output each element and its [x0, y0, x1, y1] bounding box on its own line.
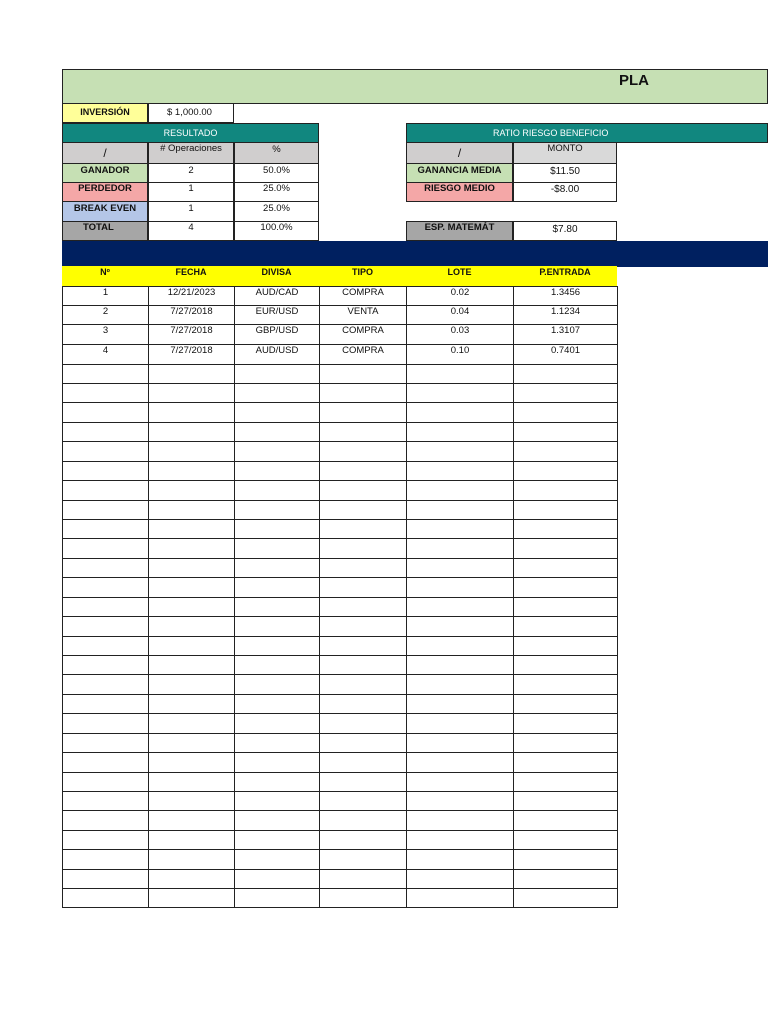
empty-cell[interactable] — [406, 422, 514, 442]
empty-cell[interactable] — [234, 655, 320, 675]
empty-cell[interactable] — [234, 500, 320, 520]
empty-cell[interactable] — [513, 733, 618, 753]
empty-cell[interactable] — [406, 538, 514, 559]
empty-cell[interactable] — [234, 752, 320, 773]
empty-cell[interactable] — [319, 558, 407, 578]
empty-cell[interactable] — [148, 830, 235, 850]
title-bar — [62, 69, 768, 104]
empty-cell[interactable] — [319, 636, 407, 656]
empty-cell[interactable] — [62, 402, 149, 423]
empty-cell[interactable] — [406, 772, 514, 792]
ratio-header: RATIO RIESGO BENEFICIO — [406, 123, 768, 143]
trade-cell[interactable]: EUR/USD — [234, 305, 320, 325]
empty-cell[interactable] — [513, 558, 618, 578]
empty-cell[interactable] — [148, 810, 235, 831]
empty-cell[interactable] — [513, 713, 618, 734]
empty-cell[interactable] — [319, 441, 407, 462]
trade-cell[interactable]: AUD/USD — [234, 344, 320, 365]
empty-cell[interactable] — [406, 364, 514, 384]
empty-cell[interactable] — [148, 500, 235, 520]
empty-cell[interactable] — [234, 733, 320, 753]
empty-cell[interactable] — [62, 849, 149, 870]
empty-cell[interactable] — [319, 383, 407, 403]
empty-cell[interactable] — [406, 597, 514, 617]
empty-cell[interactable] — [62, 888, 149, 908]
empty-cell[interactable] — [406, 519, 514, 539]
total-ops: 4 — [148, 221, 234, 241]
empty-cell[interactable] — [62, 480, 149, 501]
trade-cell[interactable]: 0.10 — [406, 344, 514, 365]
empty-cell[interactable] — [148, 733, 235, 753]
empty-cell[interactable] — [148, 713, 235, 734]
ganador-pct: 50.0% — [234, 163, 319, 183]
empty-cell[interactable] — [406, 655, 514, 675]
total-pct: 100.0% — [234, 221, 319, 241]
empty-cell[interactable] — [148, 441, 235, 462]
empty-cell[interactable] — [513, 538, 618, 559]
empty-cell[interactable] — [513, 830, 618, 850]
empty-cell[interactable] — [234, 810, 320, 831]
empty-cell[interactable] — [406, 558, 514, 578]
empty-cell[interactable] — [406, 869, 514, 889]
empty-cell[interactable] — [62, 383, 149, 403]
trades-header-col-tipo: TIPO — [319, 266, 406, 286]
empty-cell[interactable] — [513, 772, 618, 792]
investment-row-line — [234, 103, 768, 104]
empty-cell[interactable] — [148, 694, 235, 714]
empty-cell[interactable] — [148, 364, 235, 384]
empty-cell[interactable] — [513, 364, 618, 384]
trade-cell[interactable]: 1.3456 — [513, 286, 618, 306]
empty-cell[interactable] — [148, 422, 235, 442]
empty-cell[interactable] — [513, 888, 618, 908]
break-even-label: BREAK EVEN — [62, 201, 148, 222]
empty-cell[interactable] — [513, 674, 618, 695]
empty-cell[interactable] — [148, 655, 235, 675]
empty-cell[interactable] — [513, 441, 618, 462]
trades-header-col-fecha: FECHA — [148, 266, 234, 286]
empty-cell[interactable] — [513, 636, 618, 656]
empty-cell[interactable] — [62, 461, 149, 481]
empty-cell[interactable] — [234, 402, 320, 423]
empty-cell[interactable] — [62, 869, 149, 889]
empty-cell[interactable] — [234, 597, 320, 617]
trade-cell[interactable]: 3 — [62, 324, 149, 345]
empty-cell[interactable] — [319, 500, 407, 520]
empty-cell[interactable] — [406, 694, 514, 714]
trade-cell[interactable]: 7/27/2018 — [148, 324, 235, 345]
total-label: TOTAL — [62, 221, 148, 241]
empty-cell[interactable] — [406, 577, 514, 598]
trade-cell[interactable]: 0.03 — [406, 324, 514, 345]
trade-cell[interactable]: 1.3107 — [513, 324, 618, 345]
empty-cell[interactable] — [319, 480, 407, 501]
empty-cell[interactable] — [234, 558, 320, 578]
empty-cell[interactable] — [513, 597, 618, 617]
empty-cell[interactable] — [148, 772, 235, 792]
empty-cell[interactable] — [234, 422, 320, 442]
empty-cell[interactable] — [234, 636, 320, 656]
empty-cell[interactable] — [148, 636, 235, 656]
empty-cell[interactable] — [148, 519, 235, 539]
ratio-col-slash: / — [406, 142, 513, 164]
empty-cell[interactable] — [406, 383, 514, 403]
empty-cell[interactable] — [148, 849, 235, 870]
empty-cell[interactable] — [319, 791, 407, 811]
empty-cell[interactable] — [406, 402, 514, 423]
empty-cell[interactable] — [319, 655, 407, 675]
trade-cell[interactable]: 2 — [62, 305, 149, 325]
empty-cell[interactable] — [148, 869, 235, 889]
empty-cell[interactable] — [406, 791, 514, 811]
perdedor-label: PERDEDOR — [62, 182, 148, 202]
empty-cell[interactable] — [406, 733, 514, 753]
ganancia-media-value: $11.50 — [513, 163, 617, 183]
trade-cell[interactable]: GBP/USD — [234, 324, 320, 345]
trade-cell[interactable]: 7/27/2018 — [148, 305, 235, 325]
empty-cell[interactable] — [234, 888, 320, 908]
empty-cell[interactable] — [319, 364, 407, 384]
empty-cell[interactable] — [62, 519, 149, 539]
ganancia-media-label: GANANCIA MEDIA — [406, 163, 513, 183]
empty-cell[interactable] — [148, 461, 235, 481]
break-even-pct: 25.0% — [234, 201, 319, 222]
empty-cell[interactable] — [406, 830, 514, 850]
trades-header-col-lote: LOTE — [406, 266, 513, 286]
empty-cell[interactable] — [406, 461, 514, 481]
empty-cell[interactable] — [406, 674, 514, 695]
investment-label: INVERSIÓN — [62, 103, 148, 123]
empty-cell[interactable] — [62, 674, 149, 695]
navy-band — [62, 241, 768, 267]
riesgo-medio-value: -$8.00 — [513, 182, 617, 202]
empty-cell[interactable] — [62, 830, 149, 850]
empty-cell[interactable] — [513, 480, 618, 501]
empty-cell[interactable] — [148, 538, 235, 559]
empty-cell[interactable] — [406, 500, 514, 520]
empty-cell[interactable] — [62, 538, 149, 559]
empty-cell[interactable] — [62, 752, 149, 773]
empty-cell[interactable] — [62, 713, 149, 734]
empty-cell[interactable] — [319, 752, 407, 773]
empty-cell[interactable] — [148, 577, 235, 598]
empty-cell[interactable] — [319, 538, 407, 559]
empty-cell[interactable] — [319, 674, 407, 695]
empty-cell[interactable] — [62, 694, 149, 714]
empty-cell[interactable] — [234, 772, 320, 792]
empty-cell[interactable] — [319, 713, 407, 734]
empty-cell[interactable] — [148, 402, 235, 423]
empty-cell[interactable] — [234, 849, 320, 870]
empty-cell[interactable] — [234, 713, 320, 734]
resultado-col-percent: % — [234, 142, 319, 164]
empty-cell[interactable] — [319, 888, 407, 908]
empty-cell[interactable] — [234, 383, 320, 403]
empty-cell[interactable] — [319, 810, 407, 831]
trades-header-col-num: Nº — [62, 266, 148, 286]
ganador-label: GANADOR — [62, 163, 148, 183]
empty-cell[interactable] — [148, 791, 235, 811]
empty-cell[interactable] — [234, 694, 320, 714]
trade-cell[interactable]: AUD/CAD — [234, 286, 320, 306]
empty-cell[interactable] — [406, 849, 514, 870]
perdedor-pct: 25.0% — [234, 182, 319, 202]
empty-cell[interactable] — [513, 519, 618, 539]
empty-cell[interactable] — [62, 558, 149, 578]
break-even-ops: 1 — [148, 201, 234, 222]
trades-header-col-divisa: DIVISA — [234, 266, 319, 286]
empty-cell[interactable] — [319, 461, 407, 481]
empty-cell[interactable] — [319, 616, 407, 637]
empty-cell[interactable] — [62, 422, 149, 442]
empty-cell[interactable] — [319, 597, 407, 617]
trades-header-col-p-entrada: P.ENTRADA — [513, 266, 617, 286]
empty-cell[interactable] — [319, 733, 407, 753]
trade-cell[interactable]: 0.04 — [406, 305, 514, 325]
empty-cell[interactable] — [319, 694, 407, 714]
empty-cell[interactable] — [148, 597, 235, 617]
empty-cell[interactable] — [513, 616, 618, 637]
empty-cell[interactable] — [62, 597, 149, 617]
empty-cell[interactable] — [319, 577, 407, 598]
empty-cell[interactable] — [62, 791, 149, 811]
ratio-col-monto: MONTO — [513, 142, 617, 164]
empty-cell[interactable] — [319, 422, 407, 442]
riesgo-medio-label: RIESGO MEDIO — [406, 182, 513, 202]
empty-cell[interactable] — [513, 422, 618, 442]
empty-cell[interactable] — [234, 674, 320, 695]
empty-cell[interactable] — [234, 480, 320, 501]
empty-cell[interactable] — [319, 519, 407, 539]
empty-cell[interactable] — [62, 772, 149, 792]
empty-cell[interactable] — [406, 616, 514, 637]
empty-cell[interactable] — [406, 752, 514, 773]
esp-matemat-value: $7.80 — [513, 221, 617, 241]
empty-cell[interactable] — [148, 752, 235, 773]
empty-cell[interactable] — [234, 869, 320, 889]
trade-cell[interactable]: COMPRA — [319, 324, 407, 345]
trade-cell[interactable]: 0.7401 — [513, 344, 618, 365]
empty-cell[interactable] — [513, 694, 618, 714]
empty-cell[interactable] — [234, 577, 320, 598]
trade-cell[interactable]: 1.1234 — [513, 305, 618, 325]
empty-cell[interactable] — [148, 558, 235, 578]
trade-cell[interactable]: COMPRA — [319, 286, 407, 306]
empty-cell[interactable] — [234, 830, 320, 850]
trade-cell[interactable]: 12/21/2023 — [148, 286, 235, 306]
empty-cell[interactable] — [148, 674, 235, 695]
page-title: PLA — [619, 72, 649, 89]
trade-cell[interactable]: 1 — [62, 286, 149, 306]
empty-cell[interactable] — [62, 616, 149, 637]
empty-cell[interactable] — [62, 636, 149, 656]
empty-cell[interactable] — [513, 810, 618, 831]
empty-cell[interactable] — [62, 441, 149, 462]
esp-matemat-label: ESP. MATEMÁT — [406, 221, 513, 241]
empty-cell[interactable] — [234, 441, 320, 462]
empty-cell[interactable] — [406, 888, 514, 908]
empty-cell[interactable] — [319, 849, 407, 870]
empty-cell[interactable] — [406, 713, 514, 734]
empty-cell[interactable] — [513, 849, 618, 870]
empty-cell[interactable] — [148, 616, 235, 637]
empty-cell[interactable] — [513, 500, 618, 520]
empty-cell[interactable] — [406, 480, 514, 501]
trade-cell[interactable]: 0.02 — [406, 286, 514, 306]
empty-cell[interactable] — [62, 810, 149, 831]
empty-cell[interactable] — [513, 655, 618, 675]
empty-cell[interactable] — [513, 791, 618, 811]
trade-cell[interactable]: COMPRA — [319, 344, 407, 365]
investment-value[interactable]: $ 1,000.00 — [148, 103, 234, 123]
empty-cell[interactable] — [148, 888, 235, 908]
trade-cell[interactable]: 4 — [62, 344, 149, 365]
empty-cell[interactable] — [62, 733, 149, 753]
empty-cell[interactable] — [234, 461, 320, 481]
empty-cell[interactable] — [234, 538, 320, 559]
perdedor-ops: 1 — [148, 182, 234, 202]
empty-cell[interactable] — [406, 810, 514, 831]
empty-cell[interactable] — [406, 636, 514, 656]
empty-cell[interactable] — [148, 480, 235, 501]
empty-cell[interactable] — [513, 752, 618, 773]
empty-cell[interactable] — [513, 577, 618, 598]
empty-cell[interactable] — [513, 383, 618, 403]
empty-cell[interactable] — [234, 519, 320, 539]
empty-cell[interactable] — [148, 383, 235, 403]
resultado-header: RESULTADO — [62, 123, 319, 143]
empty-cell[interactable] — [62, 500, 149, 520]
empty-cell[interactable] — [62, 364, 149, 384]
empty-cell[interactable] — [62, 577, 149, 598]
resultado-col-slash: / — [62, 142, 148, 164]
empty-cell[interactable] — [62, 655, 149, 675]
empty-cell[interactable] — [319, 830, 407, 850]
trade-cell[interactable]: 7/27/2018 — [148, 344, 235, 365]
empty-cell[interactable] — [234, 791, 320, 811]
empty-cell[interactable] — [319, 869, 407, 889]
empty-cell[interactable] — [406, 441, 514, 462]
empty-cell[interactable] — [234, 616, 320, 637]
empty-cell[interactable] — [319, 772, 407, 792]
empty-cell[interactable] — [234, 364, 320, 384]
resultado-col-operaciones: # Operaciones — [148, 142, 234, 164]
trade-cell[interactable]: VENTA — [319, 305, 407, 325]
ganador-ops: 2 — [148, 163, 234, 183]
empty-cell[interactable] — [513, 461, 618, 481]
empty-cell[interactable] — [513, 402, 618, 423]
empty-cell[interactable] — [513, 869, 618, 889]
empty-cell[interactable] — [319, 402, 407, 423]
